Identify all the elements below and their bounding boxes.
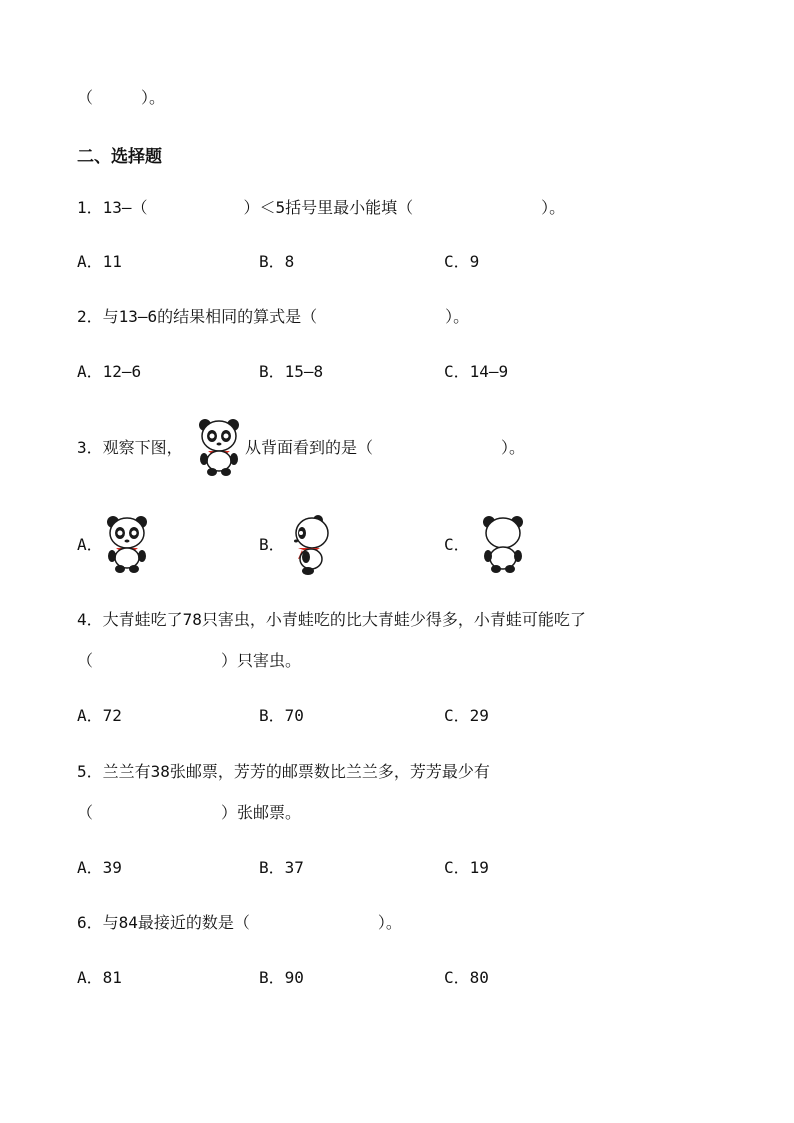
question-2-prompt: 2．与13—6的结果相同的算式是（ ）。 <box>77 307 470 326</box>
question-5-prompt: 5．兰兰有38张邮票，芳芳的邮票数比兰兰多，芳芳最少有 <box>77 762 490 781</box>
question-5-option-a[interactable]: A．39 <box>77 858 122 877</box>
question-6-option-c[interactable]: C．80 <box>444 968 489 987</box>
question-4-option-a[interactable]: A．72 <box>77 706 122 725</box>
question-4-option-b[interactable]: B．70 <box>259 706 304 725</box>
question-5-prompt-line2: （ ）张邮票。 <box>77 803 302 822</box>
question-1-option-b[interactable]: B．8 <box>259 252 295 271</box>
question-2-option-a[interactable]: A．12—6 <box>77 362 142 381</box>
question-3-prompt-start: 3．观察下图， <box>77 438 183 457</box>
question-3-option-c[interactable]: C． <box>444 535 470 554</box>
panda-front-icon[interactable] <box>104 513 150 577</box>
question-6-option-a[interactable]: A．81 <box>77 968 122 987</box>
question-2-option-c[interactable]: C．14—9 <box>444 362 509 381</box>
question-4-prompt-line2: （ ）只害虫。 <box>77 651 302 670</box>
question-1-prompt: 1．13—（ ）＜5括号里最小能填（ ）。 <box>77 198 566 217</box>
question-6-prompt: 6．与84最接近的数是（ ）。 <box>77 913 402 932</box>
question-4-prompt: 4．大青蛙吃了78只害虫，小青蛙吃的比大青蛙少得多，小青蛙可能吃了 <box>77 610 586 629</box>
panda-back-icon[interactable] <box>480 513 526 577</box>
question-6-option-b[interactable]: B．90 <box>259 968 304 987</box>
panda-front-icon <box>196 416 242 480</box>
question-4-option-c[interactable]: C．29 <box>444 706 489 725</box>
question-5-option-b[interactable]: B．37 <box>259 858 304 877</box>
question-3-prompt-end: 从背面看到的是（ ）。 <box>245 438 526 457</box>
question-3-option-b[interactable]: B． <box>259 535 285 554</box>
question-2-option-b[interactable]: B．15—8 <box>259 362 324 381</box>
panda-side-icon[interactable] <box>290 513 332 579</box>
question-3-option-a[interactable]: A． <box>77 535 103 554</box>
question-1-option-a[interactable]: A．11 <box>77 252 122 271</box>
question-5-option-c[interactable]: C．19 <box>444 858 489 877</box>
previous-question-fragment: （ ）。 <box>77 88 166 107</box>
question-1-option-c[interactable]: C．9 <box>444 252 480 271</box>
section-title: 二、选择题 <box>77 147 162 167</box>
